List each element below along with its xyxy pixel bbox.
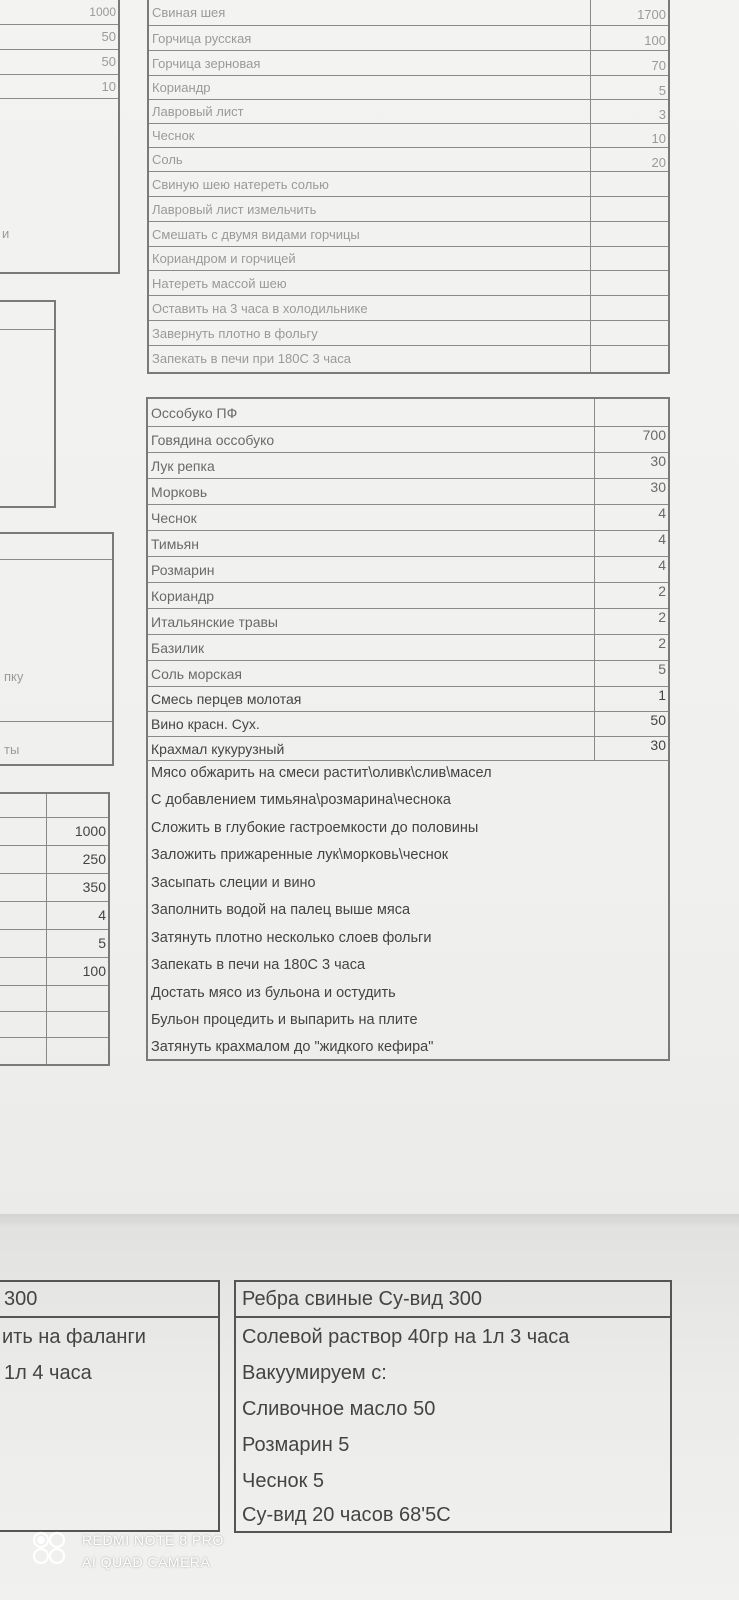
ingredient-value: 20 <box>651 155 666 170</box>
ingredient-label: Морковь <box>151 484 208 500</box>
step-label: Затянуть плотно несколько слоев фольги <box>151 930 432 946</box>
left-value: 5 <box>98 935 106 951</box>
step-label: Чеснок 5 <box>242 1470 325 1492</box>
step-label: Мясо обжарить на смеси растит\оливк\слив\масел <box>151 765 492 781</box>
ingredient-value: 2 <box>658 609 666 625</box>
left-value: 1000 <box>89 5 116 19</box>
left-value: 250 <box>82 851 106 867</box>
step-label: Оставить на 3 часа в холодильнике <box>152 301 368 316</box>
ingredient-value: 50 <box>650 712 666 728</box>
step-label: Сливочное масло 50 <box>242 1398 436 1420</box>
left-fragment-table-2 <box>0 300 56 508</box>
ingredient-value: 5 <box>658 83 666 98</box>
ingredient-value: 1700 <box>637 7 666 22</box>
watermark-line-2: AI QUAD CAMERA <box>82 1554 211 1570</box>
left-value: 10 <box>101 79 116 94</box>
ingredient-label: Вино красн. Сух. <box>151 716 260 732</box>
ossobuko-table <box>146 397 670 1061</box>
left-value: 350 <box>82 879 106 895</box>
left-value: 100 <box>82 963 106 979</box>
ingredient-value: 30 <box>650 453 666 469</box>
step-label: Запекать в печи при 180С 3 часа <box>152 351 352 366</box>
ingredient-value: 5 <box>658 661 666 677</box>
step-label: Смешать с двумя видами горчицы <box>152 227 360 242</box>
left-value: 50 <box>101 54 116 69</box>
ingredient-value: 2 <box>658 583 666 599</box>
step-label: Достать мясо из бульона и остудить <box>151 985 396 1001</box>
ingredient-label: Крахмал кукурузный <box>151 741 285 757</box>
step-label: Розмарин 5 <box>242 1434 350 1456</box>
step-label: Свиную шею натереть солью <box>152 177 329 192</box>
ingredient-value: 10 <box>651 131 666 146</box>
step-label: Кориандром и горчицей <box>152 251 296 266</box>
ingredient-label: Соль <box>152 152 183 167</box>
left-text-fragment: пку <box>4 669 24 684</box>
ingredient-label: Итальянские травы <box>151 614 278 630</box>
step-label: Завернуть плотно в фольгу <box>152 326 318 341</box>
ingredient-value: 4 <box>658 557 666 573</box>
table-title: Ребра свиные Су-вид 300 <box>242 1288 483 1310</box>
svinaya-sheya-table <box>147 0 670 374</box>
bottom-left-table <box>0 1280 220 1532</box>
step-label: Засыпать слеции и вино <box>151 875 316 891</box>
step-label: Натереть массой шею <box>152 276 287 291</box>
ingredient-label: Горчица зерновая <box>152 56 261 71</box>
table-title: Оссобуко ПФ <box>151 405 238 421</box>
left-value: 4 <box>98 907 106 923</box>
ingredient-value: 70 <box>651 58 666 73</box>
ingredient-label: Лавровый лист <box>152 104 244 119</box>
left-text-fragment: ты <box>4 742 20 757</box>
watermark-line-1: REDMI NOTE 8 PRO <box>82 1532 224 1548</box>
step-label: Су-вид 20 часов 68'5С <box>242 1504 451 1526</box>
step-label: Бульон процедить и выпарить на плите <box>151 1012 418 1028</box>
left-fragment-table-1 <box>0 0 120 274</box>
step-label: Сложить в глубокие гастроемкости до половины <box>151 820 479 836</box>
left-text-fragment: и <box>2 226 10 241</box>
step-label: С добавлением тимьяна\розмарина\чеснока <box>151 792 451 808</box>
ingredient-label: Смесь перцев молотая <box>151 691 302 707</box>
left-value: 1000 <box>74 823 106 839</box>
step-label: Затянуть крахмалом до "жидкого кефира" <box>151 1039 434 1055</box>
step-label: ить на фаланги <box>2 1326 146 1348</box>
ingredient-value: 2 <box>658 635 666 651</box>
ingredient-label: Базилик <box>151 640 205 656</box>
ingredient-label: Кориандр <box>152 80 211 95</box>
ingredient-value: 700 <box>642 427 666 443</box>
ingredient-value: 4 <box>658 505 666 521</box>
ingredient-value: 1 <box>658 687 666 703</box>
ingredient-value: 30 <box>650 479 666 495</box>
left-value: 50 <box>101 29 116 44</box>
rebra-table <box>234 1280 672 1533</box>
ingredient-value: 30 <box>650 737 666 753</box>
ingredient-label: Соль морская <box>151 666 242 682</box>
step-label: 1л 4 часа <box>4 1362 92 1384</box>
left-fragment-table-3 <box>0 532 114 766</box>
ingredient-label: Кориандр <box>151 588 215 604</box>
step-label: Лавровый лист измельчить <box>152 202 317 217</box>
ingredient-label: Свиная шея <box>152 5 226 20</box>
table-title: 300 <box>4 1288 38 1310</box>
ingredient-value: 4 <box>658 531 666 547</box>
ingredient-label: Чеснок <box>151 510 197 526</box>
step-label: Заполнить водой на палец выше мяса <box>151 902 411 918</box>
ingredient-label: Тимьян <box>151 536 199 552</box>
ingredient-value: 100 <box>644 33 666 48</box>
step-label: Запекать в печи на 180С 3 часа <box>151 957 366 973</box>
ingredient-label: Чеснок <box>152 128 195 143</box>
step-label: Солевой раствор 40гр на 1л 3 часа <box>242 1326 570 1348</box>
ingredient-label: Лук репка <box>151 458 215 474</box>
camera-watermark-logo-icon <box>32 1531 68 1567</box>
ingredient-value: 3 <box>658 107 666 122</box>
step-label: Заложить прижаренные лук\морковь\чеснок <box>151 847 449 863</box>
step-label: Вакуумируем с: <box>242 1362 387 1384</box>
left-fragment-table-4 <box>0 792 110 1066</box>
ingredient-label: Розмарин <box>151 562 215 578</box>
ingredient-label: Горчица русская <box>152 31 252 46</box>
ingredient-label: Говядина оссобуко <box>151 432 275 448</box>
